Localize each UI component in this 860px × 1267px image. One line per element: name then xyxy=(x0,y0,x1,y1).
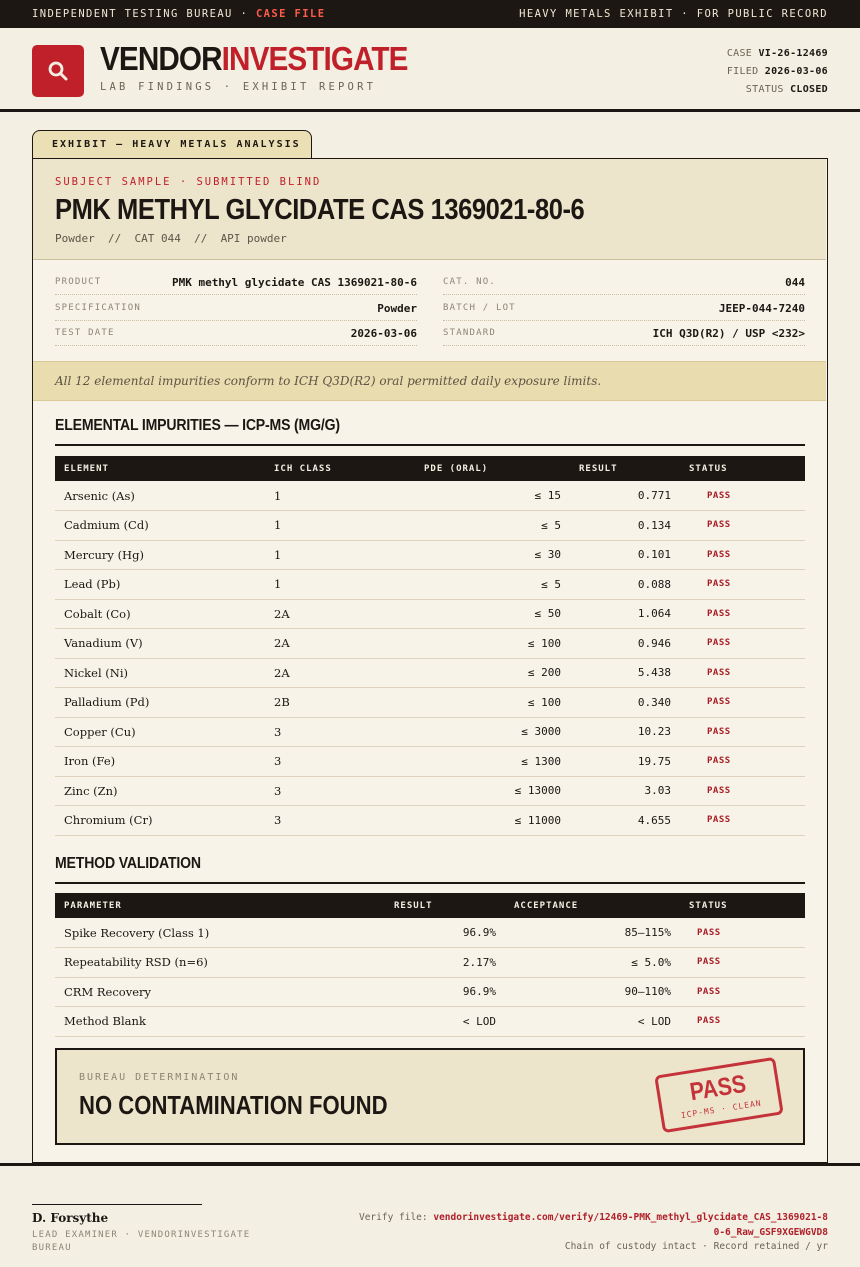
case-value: VI-26-12469 xyxy=(758,48,828,59)
table-row xyxy=(55,481,805,511)
filed-date xyxy=(727,63,828,81)
bureau-label: INDEPENDENT TESTING BUREAU · xyxy=(32,8,256,20)
result-value: 0.088 xyxy=(570,570,680,600)
pde-limit: ≤ 200 xyxy=(415,658,570,688)
stamp-main: PASS xyxy=(687,1069,748,1107)
verify-label: Verify file: xyxy=(358,1212,434,1223)
status-badge: PASS xyxy=(680,599,805,629)
ich-class: 1 xyxy=(265,540,415,570)
result-value: 10.23 xyxy=(570,717,680,747)
brand-part-2: INVESTIGATE xyxy=(221,40,408,77)
field-product xyxy=(55,270,417,295)
magnifier-icon xyxy=(46,59,70,83)
status-badge: PASS xyxy=(680,977,805,1007)
determination-box xyxy=(55,1048,805,1145)
exhibit-card xyxy=(32,158,828,1163)
header-status: STATUS xyxy=(689,463,728,474)
table-row xyxy=(55,977,805,1007)
ich-class: 2A xyxy=(265,658,415,688)
result-value: 2.17% xyxy=(385,948,505,978)
impurities-title: ELEMENTAL IMPURITIES — ICP-MS (MG/G) xyxy=(55,417,340,434)
element-name: Lead (Pb) xyxy=(55,570,265,600)
field-label: BATCH / LOT xyxy=(443,303,516,313)
status-badge: PASS xyxy=(680,570,805,600)
pde-limit: ≤ 100 xyxy=(415,688,570,718)
result-value: 96.9% xyxy=(385,918,505,948)
top-bar-right: HEAVY METALS EXHIBIT · FOR PUBLIC RECORD xyxy=(519,8,828,20)
status-badge: PASS xyxy=(680,717,805,747)
status-badge: PASS xyxy=(680,776,805,806)
field-value: PMK methyl glycidate CAS 1369021-80-6 xyxy=(171,275,417,289)
status-badge: PASS xyxy=(680,540,805,570)
brand-name[interactable] xyxy=(100,40,408,78)
field-value: ICH Q3D(R2) / USP <232> xyxy=(652,326,805,340)
parameter-name: Repeatability RSD (n=6) xyxy=(55,948,385,978)
table-row xyxy=(55,570,805,600)
table-row xyxy=(55,806,805,836)
case-number xyxy=(727,45,828,63)
table-row xyxy=(55,717,805,747)
result-value: 96.9% xyxy=(385,977,505,1007)
pde-limit: ≤ 50 xyxy=(415,599,570,629)
result-value: 1.064 xyxy=(570,599,680,629)
element-name: Iron (Fe) xyxy=(55,747,265,777)
status-badge: PASS xyxy=(680,806,805,836)
table-header-row xyxy=(55,893,805,918)
field-value: 2026-03-06 xyxy=(350,326,417,340)
verify-link[interactable]: vendorinvestigate.com/verify/12469-PMK_methyl_glycidate_CAS_1369021-80-6_Raw_GSF9XGEWGVD8 xyxy=(433,1212,828,1238)
header-result: RESULT xyxy=(579,463,618,474)
pde-limit: ≤ 15 xyxy=(415,481,570,511)
status-badge: PASS xyxy=(680,629,805,659)
status-badge: PASS xyxy=(680,747,805,777)
page-footer xyxy=(0,1163,860,1267)
table-header-row xyxy=(55,456,805,481)
table-row xyxy=(55,599,805,629)
element-name: Copper (Cu) xyxy=(55,717,265,747)
status-badge: PASS xyxy=(680,1007,805,1037)
case-status xyxy=(727,81,828,99)
pde-limit: ≤ 30 xyxy=(415,540,570,570)
determination-text: NO CONTAMINATION FOUND xyxy=(79,1090,388,1120)
table-row xyxy=(55,1007,805,1037)
status-badge: PASS xyxy=(680,688,805,718)
status-badge: PASS xyxy=(680,511,805,541)
field-label: PRODUCT xyxy=(55,277,102,287)
header-parameter: PARAMETER xyxy=(64,900,122,911)
subject-panel xyxy=(33,159,826,260)
signer-role: LEAD EXAMINER · VENDORINVESTIGATE BUREAU xyxy=(32,1230,251,1253)
field-test-date xyxy=(55,321,417,346)
brand-subtitle: LAB FINDINGS · EXHIBIT REPORT xyxy=(100,81,377,93)
result-value: 19.75 xyxy=(570,747,680,777)
stamp-sub: ICP-MS · CLEAN xyxy=(680,1098,763,1121)
status-badge: PASS xyxy=(680,658,805,688)
pde-limit: ≤ 11000 xyxy=(415,806,570,836)
element-name: Arsenic (As) xyxy=(55,481,265,511)
table-row xyxy=(55,918,805,948)
ich-class: 1 xyxy=(265,511,415,541)
acceptance-range: 85–115% xyxy=(505,918,680,948)
table-row xyxy=(55,658,805,688)
case-meta xyxy=(727,45,828,99)
field-value: 044 xyxy=(785,275,805,289)
table-row xyxy=(55,747,805,777)
element-name: Mercury (Hg) xyxy=(55,540,265,570)
ich-class: 3 xyxy=(265,806,415,836)
validation-body xyxy=(55,918,805,1036)
brand-part-1: VENDOR xyxy=(100,40,222,77)
verify-line xyxy=(358,1210,828,1240)
field-label: STANDARD xyxy=(443,328,496,338)
field-cat-no xyxy=(443,270,805,295)
field-specification xyxy=(55,296,417,321)
header-element: ELEMENT xyxy=(64,463,109,474)
status-badge: PASS xyxy=(680,948,805,978)
signer-name: D. Forsythe xyxy=(32,1211,109,1225)
impurities-table xyxy=(55,456,805,836)
ich-class: 3 xyxy=(265,776,415,806)
custody-note: Chain of custody intact · Record retained / yr xyxy=(564,1241,828,1252)
header-ich-class: ICH CLASS xyxy=(274,463,332,474)
field-label: SPECIFICATION xyxy=(55,303,142,313)
result-value: 4.655 xyxy=(570,806,680,836)
ich-class: 3 xyxy=(265,747,415,777)
status-badge: PASS xyxy=(680,918,805,948)
result-value: 0.340 xyxy=(570,688,680,718)
header-status: STATUS xyxy=(689,900,728,911)
status-badge: PASS xyxy=(680,481,805,511)
status-label: STATUS xyxy=(745,84,784,95)
field-batch-lot xyxy=(443,296,805,321)
field-label: CAT. NO. xyxy=(443,277,496,287)
pde-limit: ≤ 5 xyxy=(415,511,570,541)
table-row xyxy=(55,511,805,541)
conformance-banner: All 12 elemental impurities conform to ICH Q3D(R2) oral permitted daily exposure limits. xyxy=(33,361,826,401)
ich-class: 3 xyxy=(265,717,415,747)
top-bar xyxy=(0,0,860,28)
acceptance-range: ≤ 5.0% xyxy=(505,948,680,978)
parameter-name: Method Blank xyxy=(55,1007,385,1037)
validation-title: METHOD VALIDATION xyxy=(55,855,201,872)
logo[interactable] xyxy=(32,45,84,97)
element-name: Chromium (Cr) xyxy=(55,806,265,836)
ich-class: 1 xyxy=(265,481,415,511)
field-label: TEST DATE xyxy=(55,328,115,338)
header-acceptance: ACCEPTANCE xyxy=(514,900,579,911)
section-rule xyxy=(55,444,805,446)
table-row xyxy=(55,688,805,718)
ich-class: 1 xyxy=(265,570,415,600)
top-bar-left xyxy=(32,8,325,20)
result-value: 0.946 xyxy=(570,629,680,659)
result-value: 3.03 xyxy=(570,776,680,806)
ich-class: 2A xyxy=(265,629,415,659)
ich-class: 2B xyxy=(265,688,415,718)
acceptance-range: 90–110% xyxy=(505,977,680,1007)
subject-subtitle: Powder // CAT 044 // API powder xyxy=(55,232,287,245)
case-label: CASE xyxy=(726,48,753,59)
table-row xyxy=(55,776,805,806)
table-row xyxy=(55,629,805,659)
table-row xyxy=(55,948,805,978)
result-value: < LOD xyxy=(385,1007,505,1037)
case-file-label: CASE FILE xyxy=(255,8,326,20)
table-row xyxy=(55,540,805,570)
pde-limit: ≤ 100 xyxy=(415,629,570,659)
filed-value: 2026-03-06 xyxy=(764,66,828,77)
result-value: 0.101 xyxy=(570,540,680,570)
acceptance-range: < LOD xyxy=(505,1007,680,1037)
subject-title: PMK METHYL GLYCIDATE CAS 1369021-80-6 xyxy=(55,194,585,226)
element-name: Palladium (Pd) xyxy=(55,688,265,718)
filed-label: FILED xyxy=(726,66,759,77)
page-header xyxy=(0,28,860,112)
header-result: RESULT xyxy=(394,900,433,911)
parameter-name: Spike Recovery (Class 1) xyxy=(55,918,385,948)
status-value: CLOSED xyxy=(790,84,828,95)
impurities-body xyxy=(55,481,805,835)
result-value: 5.438 xyxy=(570,658,680,688)
element-name: Nickel (Ni) xyxy=(55,658,265,688)
pde-limit: ≤ 3000 xyxy=(415,717,570,747)
field-value: Powder xyxy=(377,301,417,315)
pde-limit: ≤ 13000 xyxy=(415,776,570,806)
element-name: Vanadium (V) xyxy=(55,629,265,659)
result-value: 0.771 xyxy=(570,481,680,511)
parameter-name: CRM Recovery xyxy=(55,977,385,1007)
pde-limit: ≤ 1300 xyxy=(415,747,570,777)
result-value: 0.134 xyxy=(570,511,680,541)
determination-label: BUREAU DETERMINATION xyxy=(79,1072,240,1083)
subject-label: SUBJECT SAMPLE · SUBMITTED BLIND xyxy=(55,176,322,188)
validation-table xyxy=(55,893,805,1037)
header-pde: PDE (ORAL) xyxy=(424,463,489,474)
pass-stamp xyxy=(654,1057,784,1133)
field-standard xyxy=(443,321,805,346)
pde-limit: ≤ 5 xyxy=(415,570,570,600)
field-value: JEEP-044-7240 xyxy=(718,301,805,315)
element-name: Zinc (Zn) xyxy=(55,776,265,806)
element-name: Cobalt (Co) xyxy=(55,599,265,629)
ich-class: 2A xyxy=(265,599,415,629)
exhibit-tab[interactable]: EXHIBIT — HEAVY METALS ANALYSIS xyxy=(32,130,312,158)
section-rule xyxy=(55,882,805,884)
element-name: Cadmium (Cd) xyxy=(55,511,265,541)
signature-line xyxy=(32,1204,202,1205)
